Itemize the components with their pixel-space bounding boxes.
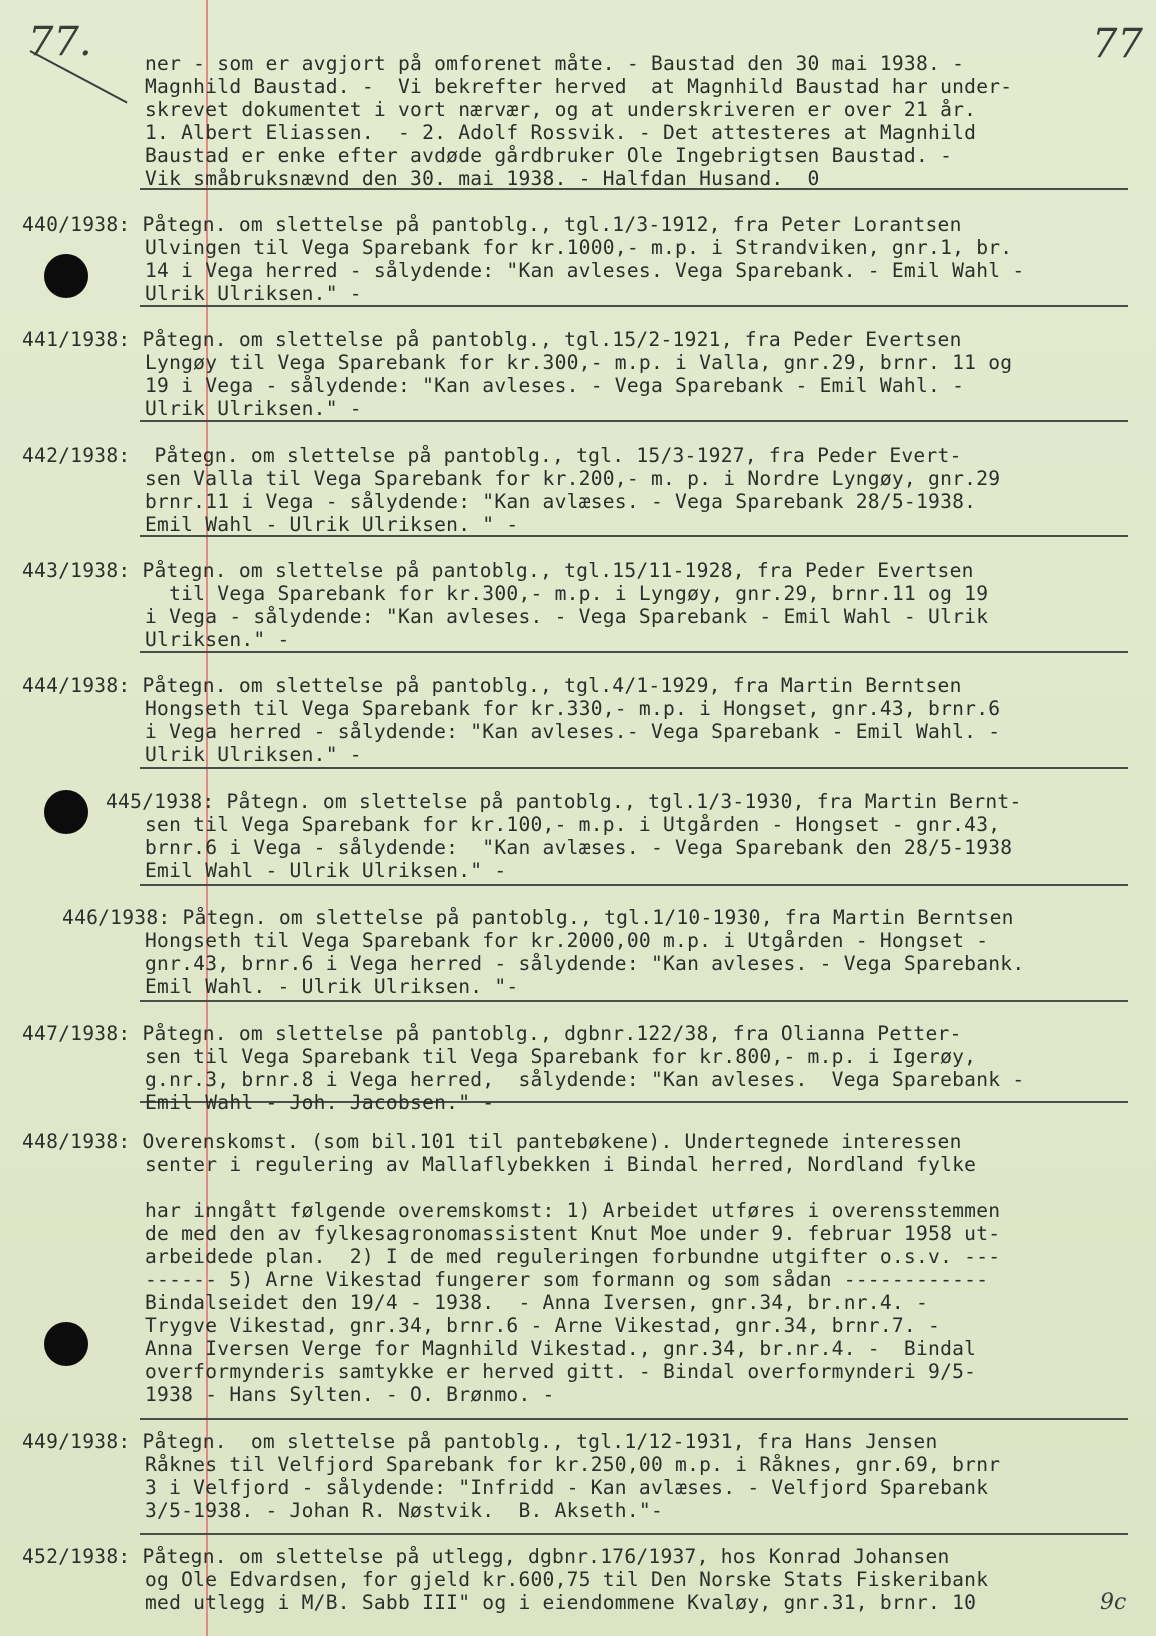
text-line: Lyngøy til Vega Sparebank for kr.300,- m.p. i Valla, gnr.29, brnr. 11 og [145,351,1013,374]
entry-divider [140,420,1128,422]
entry-header-line: 441/1938: Påtegn. om slettelse på pantoblg., tgl.15/2-1921, fra Peder Evertsen [22,328,962,351]
text-line: og Ole Edvardsen, for gjeld kr.600,75 til Den Norske Stats Fiskeribank [145,1568,989,1591]
text-line: Råknes til Velfjord Sparebank for kr.250,00 m.p. i Råknes, gnr.69, brnr [145,1453,1001,1476]
entry-header-line: 447/1938: Påtegn. om slettelse på pantoblg., dgbnr.122/38, fra Olianna Petter- [22,1022,962,1045]
text-line: Hongseth til Vega Sparebank for kr.2000,00 m.p. i Utgården - Hongset - [145,929,989,952]
text-line: skrevet dokumentet i vort nærvær, og at underskriveren er over 21 år. [145,98,977,121]
entry-header-line: 444/1938: Påtegn. om slettelse på pantoblg., tgl.4/1-1929, fra Martin Berntsen [22,674,962,697]
entry-divider [140,767,1128,769]
text-line: Baustad er enke efter avdøde gårdbruker Ole Ingebrigtsen Baustad. - [145,144,953,167]
text-line: ner - som er avgjort på omforenet måte. - Baustad den 30 mai 1938. - [145,52,965,75]
entry-divider [140,1418,1128,1420]
text-line: ------ 5) Arne Vikestad fungerer som formann og som sådan ------------ [145,1268,989,1291]
text-line: Bindalseidet den 19/4 - 1938. - Anna Iversen, gnr.34, br.nr.4. - [145,1291,929,1314]
text-line: Emil Wahl - Joh. Jacobsen." - [145,1091,495,1114]
text-line: Ulrik Ulriksen." - [145,743,362,766]
entry-divider [140,1000,1128,1002]
text-line: Hongseth til Vega Sparebank for kr.330,- m.p. i Hongset, gnr.43, brnr.6 [145,697,1001,720]
entry-divider [140,884,1128,886]
text-line: 14 i Vega herred - sålydende: "Kan avleses. Vega Sparebank. - Emil Wahl - [145,259,1025,282]
corner-mark: 9c [1100,1590,1127,1615]
entry-header-line: 446/1938: Påtegn. om slettelse på pantoblg., tgl.1/10-1930, fra Martin Berntsen [62,906,1014,929]
punch-hole [44,254,88,298]
handwritten-page-number-left: 77. [28,19,92,65]
text-line: til Vega Sparebank for kr.300,- m.p. i Lyngøy, gnr.29, brnr.11 og 19 [145,582,989,605]
text-line: Emil Wahl - Ulrik Ulriksen. " - [145,513,519,536]
handwritten-page-number-right: 77 [1092,21,1143,67]
text-line: de med den av fylkesagronomassistent Knut Moe under 9. februar 1958 ut- [145,1222,1001,1245]
text-line: 1938 - Hans Sylten. - O. Brønmo. - [145,1383,555,1406]
text-line: med utlegg i M/B. Sabb III" og i eiendommene Kvaløy, gnr.31, brnr. 10 [145,1591,977,1614]
entry-header-line: 440/1938: Påtegn. om slettelse på pantoblg., tgl.1/3-1912, fra Peter Lorantsen [22,213,962,236]
text-line: i Vega - sålydende: "Kan avleses. - Vega Sparebank - Emil Wahl - Ulrik [145,605,989,628]
text-line: Trygve Vikestad, gnr.34, brnr.6 - Arne Vikestad, gnr.34, brnr.7. - [145,1314,941,1337]
entry-divider [140,305,1128,307]
entry-header-line: 442/1938: Påtegn. om slettelse på pantoblg., tgl. 15/3-1927, fra Peder Evert- [22,444,962,467]
entry-header-line: 443/1938: Påtegn. om slettelse på pantoblg., tgl.15/11-1928, fra Peder Evertsen [22,559,974,582]
entry-header-line: 449/1938: Påtegn. om slettelse på pantoblg., tgl.1/12-1931, fra Hans Jensen [22,1430,938,1453]
text-line: Emil Wahl - Ulrik Ulriksen." - [145,859,507,882]
text-line: har inngått følgende overemskomst: 1) Arbeidet utføres i overensstemmen [145,1199,1001,1222]
text-line: sen til Vega Sparebank til Vega Sparebank for kr.800,- m.p. i Igerøy, [145,1045,977,1068]
entry-header-line: 452/1938: Påtegn. om slettelse på utlegg, dgbnr.176/1937, hos Konrad Johansen [22,1545,950,1568]
text-line: Magnhild Baustad. - Vi bekrefter herved at Magnhild Baustad har under- [145,75,1013,98]
punch-hole [44,790,88,834]
text-line: 1. Albert Eliassen. - 2. Adolf Rossvik. - Det attesteres at Magnhild [145,121,977,144]
text-line: i Vega herred - sålydende: "Kan avleses.- Vega Sparebank - Emil Wahl. - [145,720,1001,743]
punch-hole [44,1322,88,1366]
text-line: Emil Wahl. - Ulrik Ulriksen. "- [145,975,519,998]
text-line: sen Valla til Vega Sparebank for kr.200,- m. p. i Nordre Lyngøy, gnr.29 [145,467,1001,490]
entry-header-line: 445/1938: Påtegn. om slettelse på pantoblg., tgl.1/3-1930, fra Martin Bernt- [106,790,1022,813]
text-line: gnr.43, brnr.6 i Vega herred - sålydende: "Kan avleses. - Vega Sparebank. [145,952,1025,975]
text-line: sen til Vega Sparebank for kr.100,- m.p. i Utgården - Hongset - gnr.43, [145,813,1001,836]
text-line: senter i regulering av Mallaflybekken i Bindal herred, Nordland fylke [145,1153,977,1176]
text-line: Ulrik Ulriksen." - [145,397,362,420]
text-line: brnr.6 i Vega - sålydende: "Kan avlæses. - Vega Sparebank den 28/5-1938 [145,836,1013,859]
entry-header-line: 448/1938: Overenskomst. (som bil.101 til pantebøkene). Undertegnede interessen [22,1130,962,1153]
entry-divider [140,651,1128,653]
text-line: Vik småbruksnævnd den 30. mai 1938. - Halfdan Husand. 0 [145,167,820,190]
text-line: Ulriksen." - [145,628,290,651]
text-line: Ulvingen til Vega Sparebank for kr.1000,- m.p. i Strandviken, gnr.1, br. [145,236,1013,259]
text-line: 3 i Velfjord - sålydende: "Infridd - Kan avlæses. - Velfjord Sparebank [145,1476,989,1499]
text-line: Ulrik Ulriksen." - [145,282,362,305]
text-line: overformynderis samtykke er herved gitt. - Bindal overformynderi 9/5- [145,1360,977,1383]
text-line: Anna Iversen Verge for Magnhild Vikestad., gnr.34, br.nr.4. - Bindal [145,1337,977,1360]
text-line: g.nr.3, brnr.8 i Vega herred, sålydende: "Kan avleses. Vega Sparebank - [145,1068,1025,1091]
text-line: 19 i Vega - sålydende: "Kan avleses. - Vega Sparebank - Emil Wahl. - [145,374,965,397]
text-line: brnr.11 i Vega - sålydende: "Kan avlæses. - Vega Sparebank 28/5-1938. [145,490,977,513]
text-line: arbeidede plan. 2) I de med reguleringen forbundne utgifter o.s.v. --- [145,1245,1001,1268]
entry-divider [140,1533,1128,1535]
text-line: 3/5-1938. - Johan R. Nøstvik. B. Akseth."- [145,1499,663,1522]
